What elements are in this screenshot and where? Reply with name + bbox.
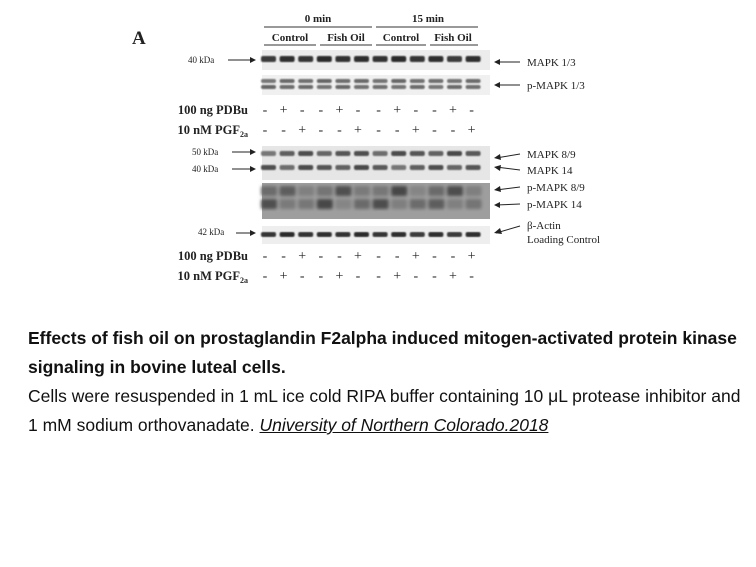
band-p-mapk14 bbox=[373, 199, 389, 209]
sign-minus: - bbox=[450, 249, 456, 264]
band-beta-actin bbox=[354, 232, 369, 237]
band-mapk13 bbox=[354, 56, 369, 62]
label-arrowhead-mapk14 bbox=[494, 165, 501, 171]
band-mapk14 bbox=[466, 165, 481, 170]
band-p-mapk89 bbox=[466, 186, 482, 196]
sign-minus: - bbox=[355, 103, 361, 118]
band-mapk14 bbox=[280, 165, 295, 170]
treatment-pgf-bottom bbox=[178, 269, 249, 285]
blot-beta-actin bbox=[261, 226, 490, 244]
band-p-mapk14 bbox=[317, 199, 333, 209]
band-p-mapk89 bbox=[428, 186, 444, 196]
sign-minus: - bbox=[469, 269, 474, 284]
band-p-mapk89 bbox=[447, 186, 463, 196]
band-p-mapk13-upper bbox=[373, 79, 388, 83]
band-mapk13 bbox=[391, 56, 406, 62]
band-mapk89 bbox=[280, 151, 295, 156]
band-mapk89 bbox=[447, 151, 462, 156]
sign-minus: - bbox=[376, 269, 381, 284]
label-arrowhead-p-mapk13 bbox=[494, 82, 500, 88]
treatment-pgf-top-main: 10 nM PGF bbox=[177, 123, 240, 137]
time-header-0min: 0 min bbox=[304, 13, 332, 25]
band-p-mapk14 bbox=[261, 199, 277, 209]
band-mapk13 bbox=[298, 56, 313, 62]
caption-title: Effects of fish oil on prostaglandin F2alpha induced mitogen-activated protein kinase signaling in bovine luteal cells. bbox=[28, 328, 737, 377]
sign-plus: + bbox=[467, 249, 476, 264]
band-p-mapk13-upper bbox=[410, 79, 425, 83]
sign-minus: - bbox=[376, 123, 381, 138]
sign-minus: - bbox=[262, 103, 268, 118]
band-p-mapk89 bbox=[317, 186, 333, 196]
band-mapk14 bbox=[391, 165, 406, 170]
sign-minus: - bbox=[318, 269, 324, 284]
band-mapk13 bbox=[447, 56, 462, 62]
band-mapk14 bbox=[335, 165, 350, 170]
sign-row-pdbu-top bbox=[263, 103, 475, 118]
band-mapk89 bbox=[466, 151, 481, 156]
band-beta-actin bbox=[317, 232, 332, 237]
band-mapk89 bbox=[354, 151, 369, 156]
sign-minus: - bbox=[337, 123, 342, 138]
treatment-pdbu-top: 100 ng PDBu bbox=[177, 103, 248, 117]
band-beta-actin bbox=[428, 232, 443, 237]
sign-minus: - bbox=[432, 249, 437, 264]
sign-row-pdbu-bottom bbox=[263, 249, 476, 264]
sign-plus: + bbox=[354, 123, 362, 138]
sign-plus: + bbox=[467, 123, 476, 138]
group-header-control-0: Control bbox=[271, 32, 309, 44]
band-mapk89 bbox=[317, 151, 332, 156]
band-mapk89 bbox=[428, 151, 443, 156]
band-p-mapk13-upper bbox=[317, 79, 332, 83]
band-p-mapk14 bbox=[335, 199, 351, 209]
band-p-mapk13-lower bbox=[410, 85, 425, 89]
band-label-p-mapk13: p-MAPK 1/3 bbox=[527, 80, 585, 92]
sign-minus: - bbox=[376, 249, 381, 264]
band-mapk13 bbox=[373, 56, 388, 62]
band-p-mapk13-upper bbox=[354, 79, 369, 83]
label-arrowhead-beta-actin bbox=[494, 228, 502, 234]
sign-plus: + bbox=[411, 249, 420, 264]
mw-marker-42kda: 42 kDa bbox=[198, 227, 225, 237]
sign-minus: - bbox=[262, 269, 268, 284]
band-p-mapk89 bbox=[298, 186, 314, 196]
band-p-mapk14 bbox=[391, 199, 407, 209]
band-mapk13 bbox=[466, 56, 481, 62]
blot-mapk89-mapk14 bbox=[261, 146, 490, 180]
sign-plus: + bbox=[335, 269, 344, 284]
treatment-pgf-bottom-sub: 2a bbox=[240, 276, 248, 285]
band-p-mapk13-lower bbox=[391, 85, 406, 89]
sign-plus: + bbox=[279, 103, 288, 118]
sign-minus: - bbox=[432, 123, 437, 138]
panel-label: A bbox=[132, 28, 146, 49]
label-arrowhead-p-mapk14 bbox=[494, 202, 500, 208]
mw-arrowhead-40kda-bottom bbox=[250, 166, 256, 172]
band-mapk14 bbox=[261, 165, 276, 170]
mw-arrowhead-42kda bbox=[250, 230, 256, 236]
band-p-mapk13-upper bbox=[447, 79, 462, 83]
band-mapk14 bbox=[298, 165, 313, 170]
band-label-loading-control: Loading Control bbox=[527, 234, 601, 246]
figure-caption bbox=[28, 324, 748, 440]
band-mapk89 bbox=[410, 151, 425, 156]
band-p-mapk13-lower bbox=[298, 85, 313, 89]
group-header-control-15: Control bbox=[382, 32, 420, 44]
sign-plus: + bbox=[449, 269, 457, 284]
sign-plus: + bbox=[393, 103, 402, 118]
band-p-mapk14 bbox=[354, 199, 370, 209]
blot-mapk13 bbox=[261, 50, 490, 70]
caption-body bbox=[28, 382, 748, 440]
band-mapk13 bbox=[428, 56, 443, 62]
band-p-mapk13-lower bbox=[466, 85, 481, 89]
band-p-mapk14 bbox=[280, 199, 296, 209]
sign-minus: - bbox=[262, 123, 268, 138]
band-p-mapk13-upper bbox=[261, 79, 276, 83]
sign-minus: - bbox=[318, 123, 324, 138]
band-p-mapk13-lower bbox=[447, 85, 462, 89]
band-p-mapk89 bbox=[261, 186, 277, 196]
sign-minus: - bbox=[394, 249, 400, 264]
sign-plus: + bbox=[298, 123, 307, 138]
band-label-p-mapk89: p-MAPK 8/9 bbox=[527, 182, 585, 194]
band-mapk89 bbox=[335, 151, 350, 156]
mw-marker-40kda-top: 40 kDa bbox=[188, 55, 215, 65]
sign-minus: - bbox=[355, 269, 361, 284]
treatment-pgf-top-sub: 2a bbox=[240, 130, 248, 139]
sign-plus: + bbox=[298, 249, 307, 264]
blot-p-mapk89-p-mapk14 bbox=[261, 183, 490, 219]
treatment-pgf-top bbox=[178, 123, 249, 139]
band-mapk14 bbox=[317, 165, 332, 170]
band-mapk14 bbox=[354, 165, 369, 170]
band-mapk14 bbox=[428, 165, 443, 170]
band-mapk14 bbox=[410, 165, 425, 170]
band-beta-actin bbox=[373, 232, 388, 237]
band-mapk13 bbox=[335, 56, 350, 62]
band-beta-actin bbox=[447, 232, 462, 237]
band-label-mapk13: MAPK 1/3 bbox=[527, 57, 576, 69]
band-mapk89 bbox=[373, 151, 388, 156]
sign-minus: - bbox=[299, 269, 305, 284]
band-label-mapk14: MAPK 14 bbox=[527, 165, 573, 177]
band-p-mapk13-lower bbox=[354, 85, 369, 89]
sign-minus: - bbox=[262, 249, 268, 264]
band-p-mapk14 bbox=[428, 199, 444, 209]
band-p-mapk89 bbox=[354, 186, 370, 196]
band-mapk89 bbox=[391, 151, 406, 156]
sign-plus: + bbox=[449, 103, 457, 118]
band-p-mapk89 bbox=[391, 186, 407, 196]
band-mapk89 bbox=[298, 151, 313, 156]
band-p-mapk89 bbox=[373, 186, 389, 196]
caption-source-link[interactable]: University of Northern Colorado.2018 bbox=[259, 415, 549, 435]
sign-minus: - bbox=[450, 123, 456, 138]
mw-marker-40kda-bottom: 40 kDa bbox=[192, 164, 219, 174]
band-p-mapk13-upper bbox=[428, 79, 443, 83]
sign-plus: + bbox=[393, 269, 402, 284]
band-beta-actin bbox=[410, 232, 425, 237]
band-p-mapk13-upper bbox=[466, 79, 481, 83]
sign-minus: - bbox=[337, 249, 342, 264]
mw-arrowhead-40kda-top bbox=[250, 57, 256, 63]
band-p-mapk13-lower bbox=[261, 85, 276, 89]
band-mapk13 bbox=[317, 56, 332, 62]
group-header-fishoil-0: Fish Oil bbox=[327, 32, 365, 44]
band-p-mapk14 bbox=[466, 199, 482, 209]
band-mapk14 bbox=[373, 165, 388, 170]
sign-minus: - bbox=[376, 103, 381, 118]
band-p-mapk14 bbox=[298, 199, 314, 209]
label-arrowhead-mapk13 bbox=[494, 59, 500, 65]
band-p-mapk14 bbox=[447, 199, 463, 209]
group-header-fishoil-15: Fish Oil bbox=[434, 32, 472, 44]
label-arrowhead-mapk89 bbox=[494, 154, 501, 160]
sign-plus: + bbox=[335, 103, 344, 118]
band-p-mapk13-upper bbox=[298, 79, 313, 83]
band-p-mapk13-upper bbox=[391, 79, 406, 83]
band-p-mapk89 bbox=[280, 186, 296, 196]
sign-minus: - bbox=[394, 123, 400, 138]
band-p-mapk89 bbox=[335, 186, 351, 196]
band-p-mapk13-lower bbox=[428, 85, 443, 89]
band-p-mapk13-lower bbox=[373, 85, 388, 89]
sign-minus: - bbox=[432, 269, 437, 284]
sign-minus: - bbox=[281, 249, 286, 264]
band-beta-actin bbox=[298, 232, 313, 237]
band-mapk13 bbox=[280, 56, 295, 62]
band-p-mapk13-lower bbox=[335, 85, 350, 89]
band-p-mapk13-upper bbox=[335, 79, 350, 83]
caption-body-text: Cells were resuspended in 1 mL ice cold RIPA buffer containing 10 μL protease inhibitor and 1 mM sodium orthovanadate. bbox=[28, 386, 741, 435]
mw-marker-50kda: 50 kDa bbox=[192, 147, 219, 157]
sign-plus: + bbox=[411, 123, 420, 138]
band-label-mapk89: MAPK 8/9 bbox=[527, 149, 576, 161]
sign-minus: - bbox=[413, 269, 419, 284]
treatment-pdbu-bottom: 100 ng PDBu bbox=[177, 249, 248, 263]
band-p-mapk89 bbox=[410, 186, 426, 196]
band-mapk13 bbox=[261, 56, 276, 62]
band-p-mapk13-upper bbox=[280, 79, 295, 83]
mw-arrowhead-50kda bbox=[250, 149, 256, 155]
band-mapk13 bbox=[410, 56, 425, 62]
label-arrowhead-p-mapk89 bbox=[494, 186, 501, 192]
band-p-mapk13-lower bbox=[317, 85, 332, 89]
sign-row-pgf-bottom bbox=[263, 269, 475, 284]
band-beta-actin bbox=[335, 232, 350, 237]
sign-plus: + bbox=[279, 269, 288, 284]
sign-minus: - bbox=[318, 103, 324, 118]
treatment-pgf-bottom-main: 10 nM PGF bbox=[177, 269, 240, 283]
sign-minus: - bbox=[281, 123, 286, 138]
band-p-mapk13-lower bbox=[280, 85, 295, 89]
band-beta-actin bbox=[280, 232, 295, 237]
band-p-mapk14 bbox=[410, 199, 426, 209]
band-label-p-mapk14: p-MAPK 14 bbox=[527, 199, 582, 211]
sign-minus: - bbox=[432, 103, 437, 118]
time-header-15min: 15 min bbox=[411, 13, 445, 25]
band-beta-actin bbox=[261, 232, 276, 237]
band-mapk89 bbox=[261, 151, 276, 156]
band-label-beta-actin: β-Actin bbox=[527, 220, 561, 232]
band-mapk14 bbox=[447, 165, 462, 170]
sign-plus: + bbox=[354, 249, 362, 264]
band-beta-actin bbox=[391, 232, 406, 237]
blot-p-mapk13 bbox=[261, 75, 490, 95]
sign-minus: - bbox=[469, 103, 474, 118]
sign-minus: - bbox=[413, 103, 419, 118]
sign-minus: - bbox=[318, 249, 324, 264]
band-beta-actin bbox=[466, 232, 481, 237]
sign-row-pgf-top bbox=[263, 123, 476, 138]
sign-minus: - bbox=[299, 103, 305, 118]
